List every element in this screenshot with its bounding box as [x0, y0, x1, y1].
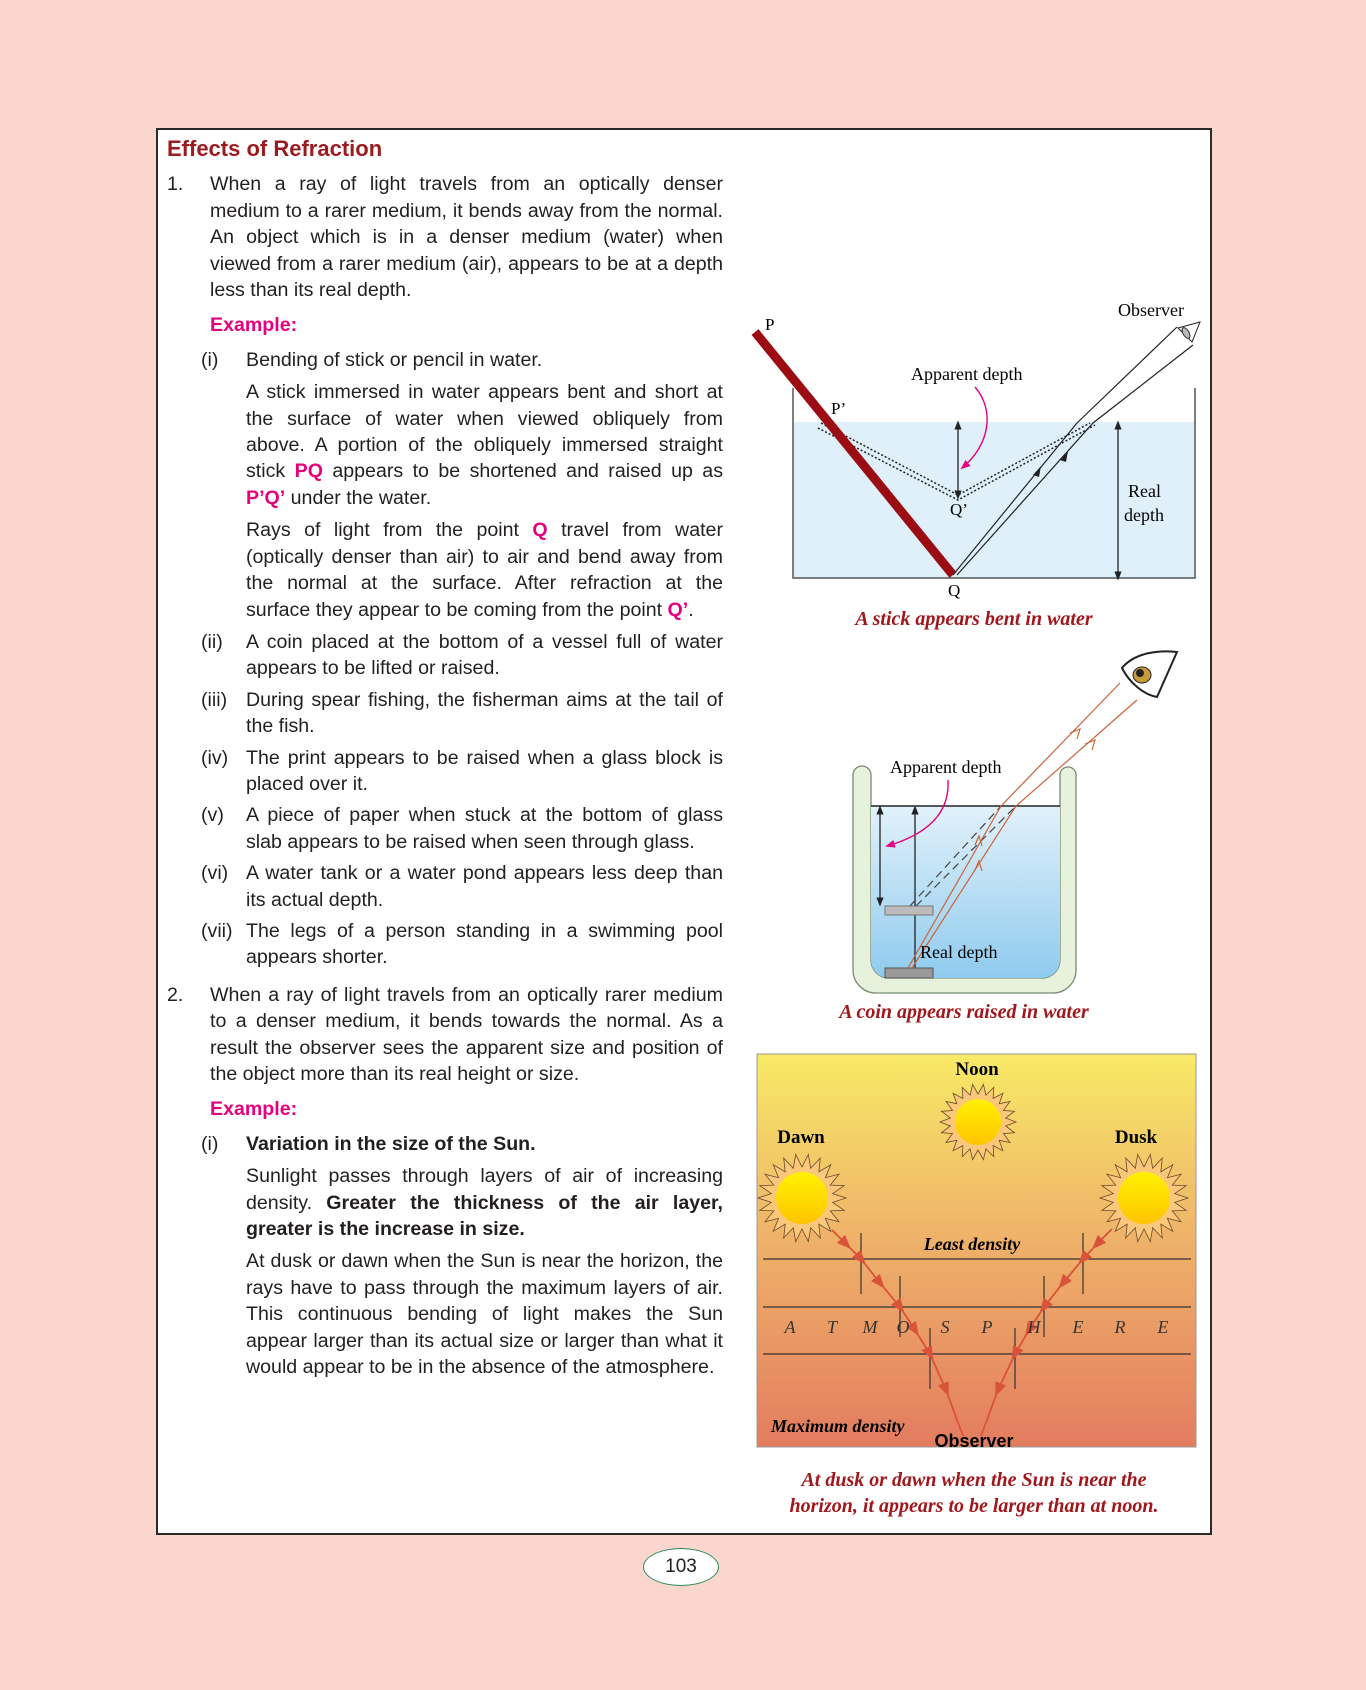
- atmosphere-letter: E: [1157, 1317, 1169, 1337]
- example-label: Example:: [210, 1098, 298, 1121]
- page-number: 103: [643, 1548, 719, 1586]
- figure-caption: A stick appears bent in water: [855, 608, 1093, 630]
- coin-icon: [885, 968, 933, 978]
- item-number: (vi): [201, 862, 229, 885]
- sun-figure: [757, 1054, 1196, 1517]
- text: under the water.: [285, 486, 432, 509]
- item-text: Variation in the size of the Sun.: [246, 1132, 536, 1155]
- label-least-density: Least density: [923, 1234, 1021, 1254]
- label-maximum-density: Maximum density: [771, 1416, 905, 1436]
- label-depth: depth: [1124, 505, 1164, 525]
- label-p: P: [765, 315, 775, 334]
- text: appears to be shortened and raised up as: [322, 460, 723, 483]
- figure-caption: A coin appears raised in water: [839, 1001, 1089, 1023]
- item-number: (v): [201, 804, 224, 827]
- paragraph-dusk-dawn: At dusk or dawn when the Sun is near the horizon, the rays have to pass through the maximum layers of air. This continuous bending of light makes the Sun appear larger than its actual size or larger than what it would appear to be in the absence of the atmosphere.: [246, 1250, 723, 1379]
- eye-icon: [1122, 651, 1177, 697]
- point-number: 1.: [167, 173, 184, 196]
- atmosphere-letter: E: [1072, 1317, 1084, 1337]
- item-text: During spear fishing, the fisherman aims at the tail of the fish.: [246, 688, 723, 738]
- label-observer: Observer: [934, 1431, 1014, 1451]
- item-number: (i): [201, 1132, 219, 1155]
- label-q-prime: Q’: [950, 500, 968, 519]
- coin-figure: [837, 651, 1177, 1023]
- item-text: Bending of stick or pencil in water.: [246, 348, 543, 371]
- label-apparent-depth: Apparent depth: [911, 364, 1023, 384]
- point-number: 2.: [167, 983, 184, 1006]
- atmosphere-letter: T: [826, 1317, 838, 1337]
- item-number: (i): [201, 348, 219, 371]
- item-text: The print appears to be raised when a glass block is placed over it.: [246, 746, 723, 795]
- label-p-prime: P’: [831, 399, 847, 418]
- figure-caption-line1: At dusk or dawn when the Sun is near the: [801, 1469, 1147, 1491]
- text: .: [688, 598, 694, 621]
- item-number: (ii): [201, 630, 223, 653]
- atmosphere-letter: H: [1027, 1317, 1041, 1337]
- item-number: (iii): [201, 688, 228, 711]
- label-real: Real: [1128, 481, 1161, 501]
- figure-caption-line2: horizon, it appears to be larger than at noon.: [789, 1495, 1159, 1517]
- label-q: Q: [948, 581, 961, 600]
- atmosphere-letter: P: [981, 1317, 993, 1337]
- text: A stick immersed in water appears bent and short at the surface of water when viewed obliquely from above. A portion of the obliquely immersed straight stick: [246, 381, 723, 483]
- point-text: When a ray of light travels from an optically denser medium to a rarer medium, it bends away from the normal. An object which is in a denser medium (water) when viewed from a rarer medium (air), appears to be at a depth less than its real depth.: [210, 173, 723, 302]
- highlight: Q: [532, 519, 548, 542]
- atmosphere-letter: A: [784, 1317, 796, 1337]
- label-apparent-depth: Apparent depth: [890, 757, 1002, 777]
- item-text: A piece of paper when stuck at the bottom of glass slab appears to be raised when seen through glass.: [246, 804, 723, 853]
- observer-eye-icon: [1178, 322, 1200, 342]
- label-real-depth: Real depth: [920, 942, 998, 962]
- atmosphere-letter: M: [862, 1317, 878, 1337]
- item-text: A coin placed at the bottom of a vessel full of water appears to be lifted or raised.: [246, 630, 723, 680]
- label-dusk: Dusk: [1114, 1127, 1158, 1148]
- atmosphere-letter: R: [1114, 1317, 1126, 1337]
- text: Sunlight passes through layers of air of increasing density.: [246, 1165, 723, 1214]
- highlight: Q’: [667, 598, 689, 621]
- apparent-coin-icon: [885, 906, 933, 915]
- highlight: P’Q’: [246, 486, 286, 509]
- item-number: (vii): [201, 919, 233, 942]
- item-number: (iv): [201, 746, 229, 769]
- atmosphere-letter: S: [940, 1317, 950, 1337]
- label-noon: Noon: [955, 1059, 999, 1080]
- example-label: Example:: [210, 314, 298, 337]
- bold-text: Greater the thickness of the air layer, greater is the increase in size.: [246, 1191, 723, 1241]
- atmosphere-letter: O: [896, 1317, 910, 1337]
- item-text: The legs of a person standing in a swimming pool appears shorter.: [246, 919, 723, 969]
- text: Rays of light from the point: [246, 519, 533, 542]
- highlight: PQ: [294, 460, 323, 483]
- point-text: When a ray of light travels from an optically rarer medium to a denser medium, it bends towards the normal. As a result the observer sees the apparent size and position of the object more than its real height or size.: [210, 983, 723, 1085]
- item-text: A water tank or a water pond appears less deep than its actual depth.: [246, 862, 723, 911]
- stick-figure: [755, 300, 1200, 630]
- section-heading: Effects of Refraction: [167, 136, 383, 161]
- label-dawn: Dawn: [777, 1127, 825, 1148]
- text: travel from water (optically denser than air) to air and bend away from the normal at the surface. After refraction at the surface they appear to be coming from the point: [246, 519, 723, 621]
- label-observer: Observer: [1118, 300, 1184, 320]
